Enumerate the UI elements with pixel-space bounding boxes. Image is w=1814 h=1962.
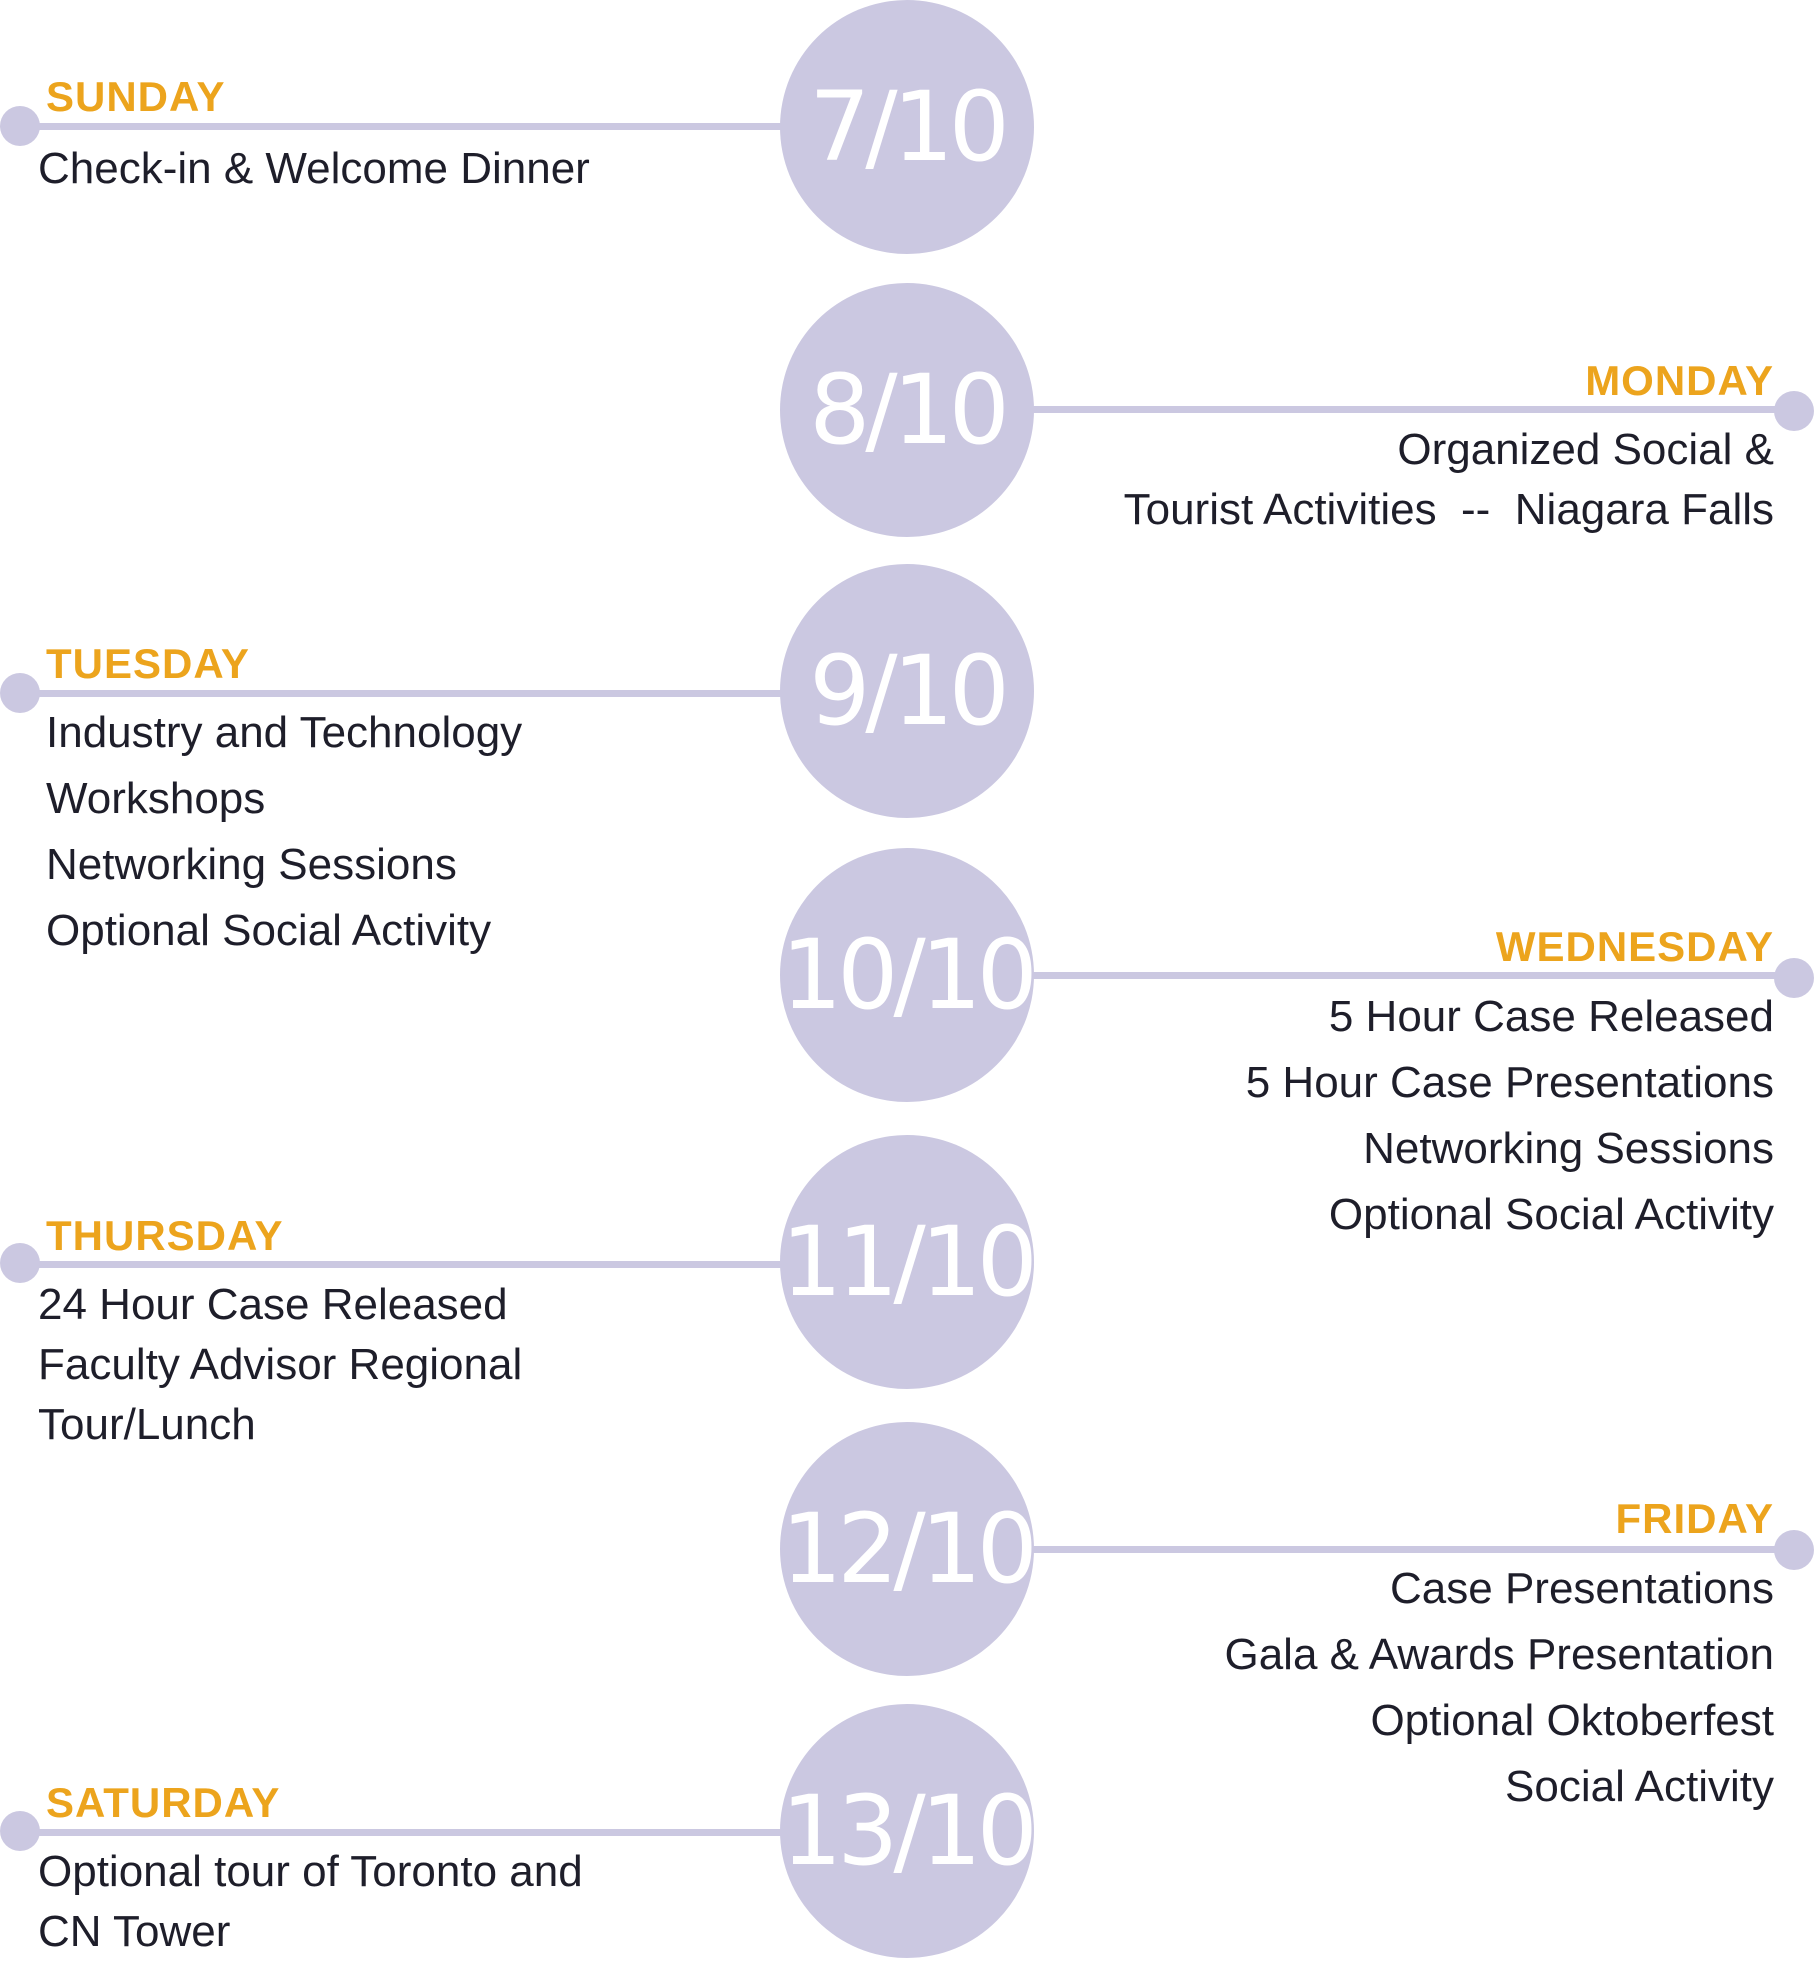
- event-item: Optional tour of Toronto and: [38, 1847, 583, 1896]
- day-label: SATURDAY: [46, 1779, 281, 1826]
- event-item: Organized Social &: [1397, 425, 1774, 474]
- connector-line: [1000, 1546, 1794, 1553]
- connector-line: [1000, 406, 1794, 413]
- date-circle: [780, 283, 1034, 537]
- day-label: FRIDAY: [1615, 1495, 1774, 1542]
- day-label: SUNDAY: [46, 73, 226, 120]
- date-label: 12/10: [781, 1493, 1033, 1605]
- connector-line: [18, 1261, 788, 1268]
- event-item: CN Tower: [38, 1907, 231, 1956]
- day-label: TUESDAY: [46, 640, 250, 687]
- event-item: Optional Social Activity: [46, 906, 492, 955]
- event-item: Networking Sessions: [46, 840, 457, 889]
- date-label: 9/10: [809, 635, 1005, 747]
- event-item: Tour/Lunch: [38, 1400, 256, 1449]
- timeline-dot: [0, 106, 40, 146]
- event-item: Workshops: [46, 774, 266, 823]
- timeline-dot: [1774, 391, 1814, 431]
- event-list: [46, 700, 522, 964]
- event-item: 24 Hour Case Released: [38, 1280, 508, 1329]
- date-label: 7/10: [809, 71, 1005, 183]
- event-list: [38, 136, 590, 202]
- event-item: 5 Hour Case Released: [1328, 992, 1774, 1041]
- event-list: [1124, 420, 1774, 540]
- event-item: Faculty Advisor Regional: [38, 1340, 523, 1389]
- event-item: Optional Oktoberfest: [1370, 1696, 1774, 1745]
- date-circle: [780, 0, 1034, 254]
- date-label: 13/10: [781, 1775, 1033, 1887]
- event-item: Optional Social Activity: [1328, 1190, 1774, 1239]
- event-item: Tourist Activities -- Niagara Falls: [1123, 485, 1774, 534]
- event-list: [38, 1842, 583, 1962]
- date-circle: [780, 1704, 1034, 1958]
- date-circle: [780, 848, 1034, 1102]
- day-label: THURSDAY: [46, 1212, 284, 1259]
- event-item: Industry and Technology: [46, 708, 523, 757]
- timeline-dot: [1774, 958, 1814, 998]
- event-item: Gala & Awards Presentation: [1224, 1630, 1774, 1679]
- event-item: 5 Hour Case Presentations: [1245, 1058, 1774, 1107]
- event-list: [1224, 1556, 1774, 1820]
- connector-line: [18, 690, 788, 697]
- timeline-dot: [0, 673, 40, 713]
- timeline-dot: [0, 1243, 40, 1283]
- event-list: [38, 1275, 522, 1455]
- date-circle: [780, 1135, 1034, 1389]
- timeline-dot: [1774, 1530, 1814, 1570]
- connector-line: [18, 1829, 788, 1836]
- event-list: [1246, 984, 1774, 1248]
- event-item: Networking Sessions: [1363, 1124, 1774, 1173]
- date-circle: [780, 1422, 1034, 1676]
- date-label: 8/10: [809, 354, 1005, 466]
- day-label: MONDAY: [1585, 357, 1774, 404]
- connector-line: [18, 123, 788, 130]
- event-item: Case Presentations: [1390, 1564, 1774, 1613]
- day-label: WEDNESDAY: [1495, 923, 1774, 970]
- connector-line: [1000, 972, 1794, 979]
- timeline-dot: [0, 1811, 40, 1851]
- date-label: 11/10: [781, 1206, 1033, 1318]
- date-circle: [780, 564, 1034, 818]
- date-label: 10/10: [781, 919, 1033, 1031]
- event-item: Social Activity: [1505, 1762, 1774, 1811]
- event-item: Check-in & Welcome Dinner: [38, 144, 590, 193]
